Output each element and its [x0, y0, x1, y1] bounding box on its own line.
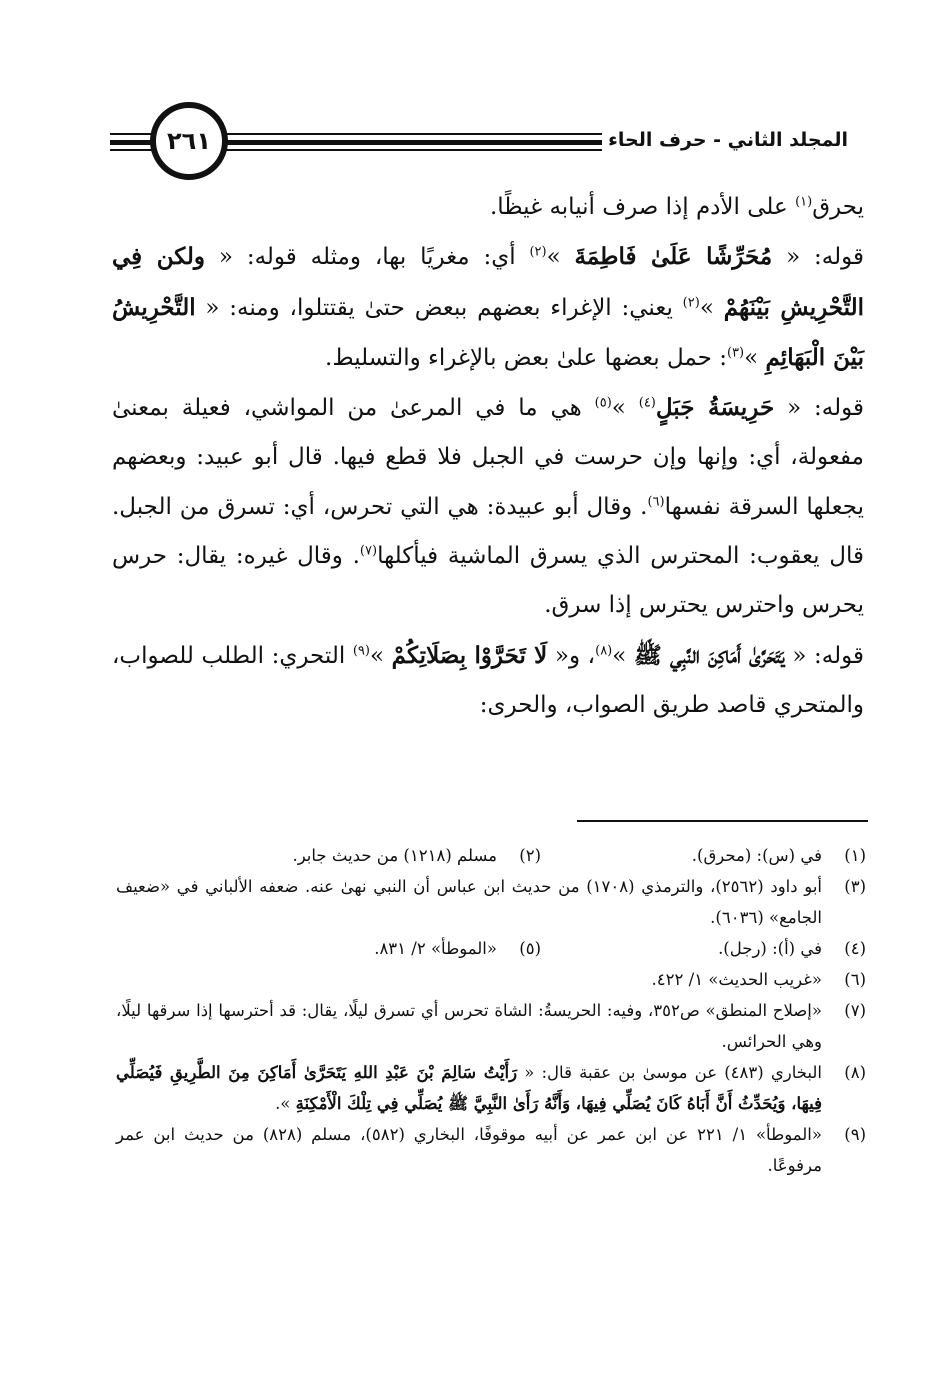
- footnote-text: [116, 1057, 822, 1119]
- hadith-quote: رَأَيْتُ سَالِمَ بْنَ عَبْدِ اللهِ يَتَحَرَّىٰ أَمَاكِنَ مِنَ الطَّرِيقِ فَيُصَلِّي فِيهَا، وَيُحَدِّثُ أَنَّ أَبَاهُ كَانَ يُصَلِّي فِيهَا، وَأَنَّهُ رَأَىٰ النَّبِيَّ ﷺ يُصَلِّي فِي تِلْكَ الْأَمْكِنَةِ: [116, 1063, 822, 1113]
- footnote-9: [116, 1119, 866, 1181]
- paragraph-2: [112, 232, 864, 383]
- footnote-ref: (٧): [359, 543, 378, 559]
- text: : حمل بعضها علىٰ بعض بالإغراء والتسليط.: [325, 344, 727, 371]
- running-title: المجلد الثاني - حرف الحاء: [602, 122, 858, 158]
- text: يعني: الإغراء بعضهم ببعض حتىٰ يقتتلوا، ومنه: «: [195, 294, 683, 321]
- footnote-number: (٩): [844, 1125, 866, 1144]
- paragraph-1: [112, 183, 864, 232]
- text: »: [744, 344, 766, 371]
- text: »: [699, 294, 724, 321]
- text: قوله: «: [772, 244, 864, 271]
- footnote-number: (٤): [844, 939, 866, 958]
- footnote-number: (٣): [844, 877, 866, 896]
- footnote-row: [116, 840, 866, 871]
- text: ، و«: [547, 642, 596, 669]
- footnote-number: (٥): [519, 939, 541, 958]
- footnote-number: (٢): [519, 846, 541, 865]
- text: أي: مغريًا بها، ومثله قوله: «: [205, 244, 530, 271]
- text: التحري: الطلب للصواب، والمتحري قاصد طريق الصواب، والحرى:: [112, 642, 864, 718]
- text: »: [611, 395, 639, 422]
- text: ».: [275, 1094, 296, 1113]
- footnote-text: مسلم (١٢١٨) من حديث جابر.: [292, 846, 497, 865]
- footnote-number: (٨): [844, 1063, 866, 1082]
- footnote-text: «إصلاح المنطق» ص٣٥٢، وفيه: الحريسةُ: الشاة تحرس أي تسرق ليلًا، يقال: قد أحترسها إذا سرقها ليلًا، وهي الحرائس.: [116, 1001, 822, 1051]
- footnote-ref: (٥): [594, 395, 612, 411]
- footnote-4: [541, 933, 866, 964]
- text: على الأدم إذا صرف أنيابه غيظًا.: [489, 194, 796, 220]
- text: . وقال غيره: يقال: حرس يحرس واحترس يحترس إذا سرق.: [112, 543, 864, 619]
- text: . وقال أبو عبيدة: هي التي تحرس، أي: تسرق من الجبل. قال يعقوب: المحترس الذي يسرق الماشية فيأكلها: [112, 493, 864, 570]
- text: هي ما في المرعىٰ من المواشي، فعيلة بمعنىٰ مفعولة، أي: وإنها وإن حرست في الجبل فلا قطع فيها. قال أبو عبيد: وبعضهم يجعلها السرقة نفسها: [112, 395, 864, 520]
- footnote-3: [116, 871, 866, 933]
- paragraph-4: [112, 631, 864, 731]
- footnote-ref: (٩): [352, 643, 370, 659]
- footnote-1: [541, 840, 866, 871]
- footnotes: [116, 840, 866, 1181]
- text: يحرق: [812, 194, 864, 220]
- hadith-quote: ولكن فِي التَّحْرِيشِ بَيْنَهُمْ: [112, 243, 864, 321]
- text: »: [612, 642, 634, 669]
- hadith-quote: مُحَرِّشًا عَلَىٰ فَاطِمَةَ: [574, 243, 773, 271]
- hadith-quote: لَا تَحَرَّوْا بِصَلَاتِكُمْ: [391, 641, 548, 669]
- footnote-ref: (٢): [682, 294, 700, 310]
- footnote-ref: (٨): [595, 643, 613, 659]
- footnote-ref: (٦): [647, 494, 665, 510]
- footnote-row: [116, 933, 866, 964]
- footnote-number: (١): [844, 846, 866, 865]
- page-number-badge: [150, 102, 228, 180]
- text: قوله: «: [784, 642, 864, 669]
- hadith-quote: يَتَحَرَّىٰ أَمَاكِنَ النَّبِي ﷺ: [633, 641, 785, 669]
- footnote-2: [116, 840, 541, 871]
- footnote-8: [116, 1057, 866, 1119]
- page-header: [110, 100, 858, 190]
- text: قوله: «: [774, 395, 864, 422]
- footnote-7: [116, 995, 866, 1057]
- footnote-number: (٧): [844, 1001, 866, 1020]
- footnote-text: «الموطأ» ١/ ٢٢١ عن ابن عمر عن أبيه موقوفًا، البخاري (٥٨٢)، مسلم (٨٢٨) من حديث ابن عمر مرفوعًا.: [116, 1125, 822, 1175]
- text: »: [369, 642, 392, 669]
- paragraph-3: [112, 383, 864, 630]
- footnote-text: في (أ): (رجل).: [718, 939, 822, 958]
- footnote-5: [116, 933, 541, 964]
- footnote-ref: (٣): [726, 345, 745, 361]
- footnote-ref: (١): [795, 194, 813, 210]
- footnote-text: أبو داود (٢٥٦٢)، والترمذي (١٧٠٨) من حديث ابن عباس أن النبي نهىٰ عنه. ضعفه الألباني في «ضعيف الجامع» (٦٠٣٦).: [116, 877, 822, 927]
- page-number: ٢٦١: [167, 127, 211, 155]
- text: البخاري (٤٨٣) عن موسىٰ بن عقبة قال: «: [517, 1063, 823, 1082]
- main-text: [112, 183, 864, 730]
- footnote-text: «الموطأ» ٢/ ٨٣١.: [374, 939, 497, 958]
- text: »: [546, 244, 575, 271]
- footnote-separator: [577, 820, 868, 822]
- footnote-text: «غريب الحديث» ١/ ٤٢٢.: [651, 970, 822, 989]
- footnote-number: (٦): [844, 970, 866, 989]
- hadith-quote: حَرِيسَةُ جَبَلٍ: [655, 394, 775, 422]
- footnote-6: [116, 964, 866, 995]
- footnote-ref: (٤): [638, 395, 656, 411]
- footnote-ref: (٢): [529, 244, 547, 260]
- hadith-quote: التَّحْرِيشُ بَيْنَ الْبَهَائِمِ: [112, 293, 864, 371]
- footnote-text: في (س): (محرق).: [691, 846, 822, 865]
